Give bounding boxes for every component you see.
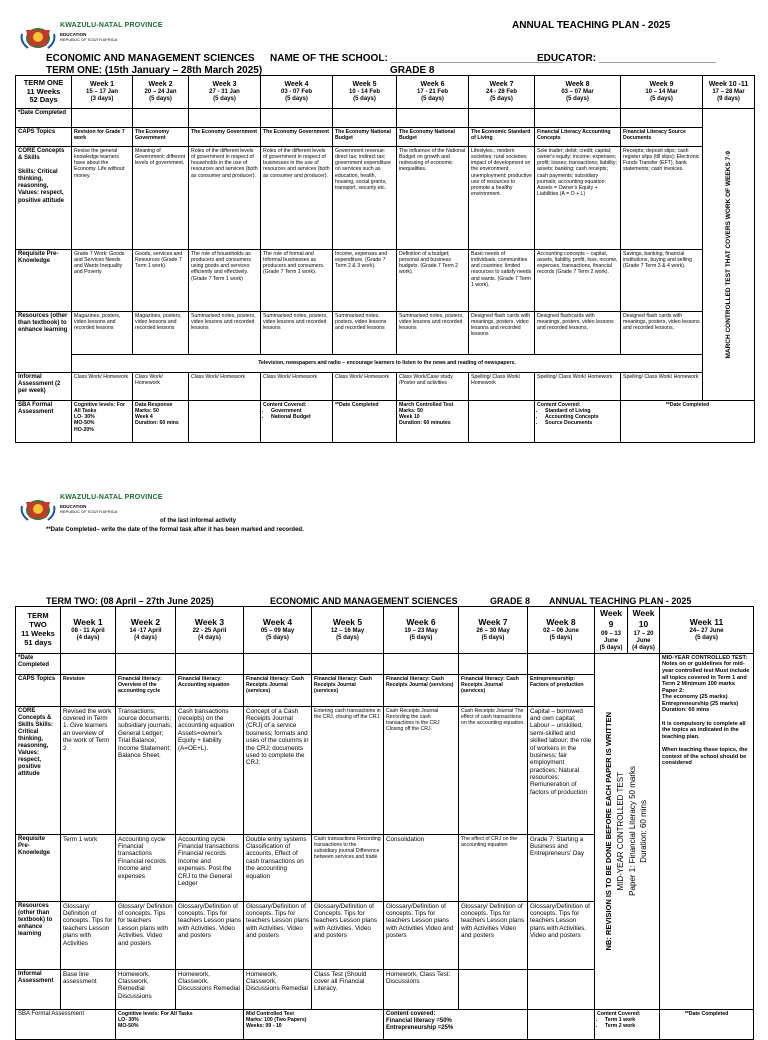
term1-topic: Financial Literacy Accounting Concepts: [535, 128, 621, 147]
term2-plan-table: [15, 606, 754, 1040]
term2-core: Entering cash transactions in the CRJ, closing off the CRJ.: [312, 706, 384, 834]
footnote-line-2: **Date Completed– write the date of the formal task after it has been marked and recorded.: [46, 527, 304, 533]
term2-sba-content-line: Entrepreneurship =25%: [386, 1024, 454, 1031]
term1-core: Government revenue: direct tax; indirect tax; government expenditure on services such as education, health, housing, social grants, transport, security etc.: [333, 147, 397, 250]
term2-prereq: Cash transactions Recording transactions to the subsidiary journal Difference between services and trade: [312, 834, 384, 901]
term2-vertical-note-1: NB: REVISION IS TO BE DONE BEFORE EACH PAPER IS WRITTEN: [604, 711, 614, 951]
term1-week-6: Week 6 17 - 21 Feb (5 days): [397, 76, 469, 109]
term1-topics-label: CAPS Topics: [16, 128, 72, 147]
term1-sba-content-2-title: Content Covered:: [537, 402, 581, 408]
term1-vertical-note: MARCH CONTROLLED TEST THAT COVERS WORK OF WEEKS 7-9: [724, 150, 732, 359]
term2-topic: Revision: [61, 674, 116, 706]
term2-vertical-note-4: Duration: 60 mins: [639, 799, 649, 863]
term1-week-2: Week 2 20 – 24 Jan (5 days): [133, 76, 189, 109]
term1-prereq: Goods, services and Resources (Grade 7 Term 1 work).: [133, 250, 189, 312]
term1-week-3: Week 3 27 - 31 Jan (5 days): [189, 76, 261, 109]
term1-sba-content-item: • Source Documents: [545, 420, 618, 426]
term2-resource: Glossary/ Definition of concepts. Tips for teachers Lesson plans with Activities. Video and posters: [116, 901, 176, 969]
term1-tv-note: Television, newspapers and radio – encourage learners to listen to the news and reading of newspapers.: [72, 355, 703, 373]
term2-sba-label: SBA Formal Assessment: [16, 1009, 116, 1039]
term1-week-1: Week 1 15 – 17 Jan (3 days): [72, 76, 133, 109]
logo-department: EDUCATION: [60, 504, 87, 509]
term2-week11-notes: MID-YEAR CONTROLLED TEST: Notes on or guidelines for mid-year controlled test Must include all topics covered in Term 1 and Term 2 Minimum 100 marks Paper 2: The economy (25 marks) Entrepreneurship (25 marks) Duration: 60 mins It is compulsory to complete all the topics as indicated in the teaching plan. When teaching these topics, the context of the school should be considered: [660, 653, 754, 1009]
term1-resource: Summarised notes, posters, video lessons and recorded lessons: [397, 312, 469, 355]
term2-topics-label: CAPS Topics: [16, 674, 61, 706]
term2-sba-row: [16, 1009, 754, 1039]
term1-week-9: Week 9 10 – 14 Mar (5 days): [621, 76, 703, 109]
term1-corner: TERM ONE 11 Weeks 52 Days: [16, 76, 72, 109]
term1-week-7: Week 7 24 - 28 Feb (5 days): [469, 76, 535, 109]
term1-date-row: [16, 109, 755, 128]
term1-sba-label: SBA Formal Assessment: [16, 401, 72, 443]
term1-prereq-label: Requisite Pre-Knowledge: [16, 250, 72, 312]
term2-topic: Financial literacy: Cash Receipts Journal (services): [459, 674, 528, 706]
term1-sba-data-response: Data Response Marks: 50 Week 4 Duration: 60 mins: [133, 401, 189, 443]
term1-week-header-row: [16, 76, 755, 109]
term1-sba-date-completed-2: **Date Completed: [621, 401, 755, 443]
term2-core: Cash Receipts Journal Recording the cash transactions in the CRJ Closing off the CRJ.: [384, 706, 459, 834]
term2-topic: Financial literacy: Cash Receipts Journal (services): [312, 674, 384, 706]
term1-plan-table: [15, 75, 755, 443]
term1-core: Receipts; deposit slips; cash register slips (till slips); Electronic Funds Transfer (EFT), bank statements; cash invoices.: [621, 147, 703, 250]
term1-sba-date-completed: **Date Completed: [333, 401, 397, 443]
grade-term1: GRADE 8: [390, 65, 435, 76]
plan-title-term2: ANNUAL TEACHING PLAN - 2025: [549, 596, 692, 606]
term1-topic: The Economy National Budget: [397, 128, 469, 147]
term1-core: Roles of the different levels of government in respect of households in the use of resources and services (both as consumer and producer).: [189, 147, 261, 250]
term2-sba-content-item: • Term 2 work: [605, 1023, 657, 1029]
term1-informal: Class Work/ Homework: [72, 373, 133, 401]
term1-core: Lifestyles.; modern societies; rural societies; impact of development on the environment; unemployment; productive use of resources to promote a healthy environment.: [469, 147, 535, 250]
term2-prereq: Double entry systems Classification of accounts, Effect of cash transactions on the accounting equation: [244, 834, 312, 901]
term1-informal: Class Work/ Homework: [261, 373, 333, 401]
term2-topic: Entrepreneurship: Factors of production: [528, 674, 595, 706]
term1-core: Roles of the different levels of government in respect of businesses in the use of resources and services (both as consumer and producer).: [261, 147, 333, 250]
logo-republic: REPUBLIC OF SOUTH AFRICA: [60, 36, 118, 42]
term2-core: Cash Receipts Journal The effect of cash transactions on the accounting equation.: [459, 706, 528, 834]
kzn-logo-2: [18, 494, 163, 524]
kzn-logo: [18, 22, 163, 52]
term2-week-5: Week 5 12 – 16 May (5 days): [312, 607, 384, 654]
term1-prereq: Basic needs of individuals, communities and countries; limited resources to satisfy needs and wants. (Grade 7 Term 1 work).: [469, 250, 535, 312]
term2-topic: Financial literacy: Accounting equation: [176, 674, 244, 706]
term1-sba-content-item: • National Budget: [271, 414, 330, 420]
term2-prereq-label: Requisite Pre-Knowledge: [16, 834, 61, 901]
term2-resources-label: Resources (other than textbook) to enhance learning: [16, 901, 61, 969]
term2-sba-date-completed: **Date Completed: [660, 1009, 754, 1039]
term1-resources-label: Resources (other than textbook) to enhance learning: [16, 312, 72, 373]
term1-date-label: *Date Completed: [16, 109, 72, 128]
subject-term2: ECONOMIC AND MANAGEMENT SCIENCES: [270, 596, 458, 606]
term1-prereq-row: [16, 250, 755, 312]
term2-week-11: Week 11 24– 27 June (5 days): [660, 607, 754, 654]
term1-informal: Class Work/ Homework: [189, 373, 261, 401]
term1-topic: The Economic Standard of Living: [469, 128, 535, 147]
term1-topics-row: [16, 128, 755, 147]
term2-week-header-row: [16, 607, 754, 654]
term2-informal: Class Test (Should cover all Financial Literacy.: [312, 969, 384, 1009]
kzn-crest-icon: [18, 494, 58, 524]
term1-resource: Designed flash cards with meanings, posters, video lessons and recorded lessons: [469, 312, 535, 355]
logo-republic: REPUBLIC OF SOUTH AFRICA: [60, 508, 118, 514]
term1-sba-content: [261, 401, 333, 443]
term2-week-10: Week 10 17 – 20 June (4 days): [628, 607, 660, 654]
term1-informal: Spelling/ Class Work/ Homework: [535, 373, 621, 401]
term2-prereq: Grade 7: Starting a Business and Entrepreneurs' Day: [528, 834, 595, 901]
logo-department: EDUCATION: [60, 32, 87, 37]
term1-week-5: Week 5 10 - 14 Feb (5 days): [333, 76, 397, 109]
term1-informal: Class Work/ Homework: [133, 373, 189, 401]
grade-term2: GRADE 8: [490, 596, 531, 606]
plan-title-term1: ANNUAL TEACHING PLAN - 2025: [512, 20, 671, 31]
term2-informal: Homework, Class Test: Discussions: [384, 969, 459, 1009]
term1-prereq: The role of formal and Informal businesses as producers and consumers. (Grade 7 Term 1 work).: [261, 250, 333, 312]
term2-dates: TERM TWO: (08 April – 27th June 2025): [46, 596, 214, 606]
term1-prereq: Income, expenses and expenditure. (Grade 7 Term 2 & 3 work).: [333, 250, 397, 312]
term1-topic: Revision for Grade 7 work: [72, 128, 133, 147]
term2-core-label: CORE Concepts & Skills Skills: Critical thinking, reasoning, Values: respect, positive attitude: [16, 706, 61, 834]
term1-topic: The Economy Government: [261, 128, 333, 147]
term2-date-row: [16, 653, 754, 674]
term2-prereq: Term 1 work: [61, 834, 116, 901]
term1-vertical-note-cell: [703, 109, 755, 401]
term1-resource: Magazines, posters, video lessons and recorded lessons: [133, 312, 189, 355]
term1-resource: Summarised notes, posters, video lessons and recorded lessons: [261, 312, 333, 355]
kzn-crest-icon: [18, 22, 58, 52]
term1-core: The influence of the National Budget on growth and redressing of economic inequalities.: [397, 147, 469, 250]
term2-core: Revised the work covered in Term 1. Give learners an overview of the work of Term 2: [61, 706, 116, 834]
term2-corner: TERM TWO 11 Weeks 51 days: [16, 607, 61, 654]
term1-sba-content-title: Content Covered:: [263, 402, 307, 408]
term2-informal: [459, 969, 528, 1009]
term2-informal: [528, 969, 595, 1009]
term1-resource: Designed flash cards with meanings, posters, video lessons and recorded lessons,: [621, 312, 703, 355]
term2-core: Capital – borrowed and own capital; Labour – unskilled, semi-skilled and skilled labour; the role of workers in the business; fair employment practices; Natural resources; Remuneration of factors of production: [528, 706, 595, 834]
term2-vertical-note-3: Paper 1: Financial Literacy 50 marks: [627, 766, 637, 897]
term1-topic: The Economy Government: [189, 128, 261, 147]
logo-province: KWAZULU-NATAL PROVINCE: [60, 22, 163, 29]
term1-topic: Financial Literacy Source Documents: [621, 128, 703, 147]
term1-informal-row: [16, 373, 755, 401]
term1-sba-cognitive: Cognitive levels: For All Tasks LO- 30% MO-50% HO-20%: [72, 401, 133, 443]
term1-informal: Spelling/ Class Work/ Homework: [621, 373, 703, 401]
term2-topic: Financial literacy: Cash Receipts Journal (services): [244, 674, 312, 706]
term2-vertical-notes-cell: [595, 653, 660, 1009]
term1-dates: TERM ONE: (15th January – 28th March 2025): [46, 65, 263, 76]
term1-core: Meaning of Government; different levels of government.: [133, 147, 189, 250]
term2-informal: Homework, Classwork, Remedial Discussions: [116, 969, 176, 1009]
term2-resource: Glossary/Definition of concepts. Tips for teachers Lesson plans with Activities. Video and posters: [176, 901, 244, 969]
term1-sba-march-test: March Controlled Test Marks: 50 Week 10 Duration: 60 minutes: [397, 401, 469, 443]
term2-prereq: Accounting cycle Financial transactions Financial records Income and expenses. Post the CRJ to the General Ledger: [176, 834, 244, 901]
term2-sba-content: [384, 1009, 528, 1039]
term2-informal: Homework, Classwork, Discussions Remedial: [244, 969, 312, 1009]
term1-sba-content-2: [535, 401, 621, 443]
term2-resource: Glossary/Definition of Concepts. Tips for teachers Lesson plans with Activities. Video and posters: [312, 901, 384, 969]
term2-core: Cash transactions (receipts) on the accounting equation Assets=owner's Equity + liability (A=OE+L).: [176, 706, 244, 834]
term1-resource: Designed flashcards with meanings, posters, video lessons and recorded lessons,: [535, 312, 621, 355]
term1-resource: Magazines, posters, video lessons and recorded lessons: [72, 312, 133, 355]
term2-resource: Glossary/Definition of concepts. Tips for teachers Lesson plans with Activities Video and posters: [384, 901, 459, 969]
term1-core: Sole trader; debit; credit; capital; owner's equity; income; expenses; profit; losses; transactions; liability; assets; banking; cash receipts; cash payments; subsidiary journals; accounting equation: Assets = Owner's Equity + Liabilities (A = O + L): [535, 147, 621, 250]
term2-week-1: Week 1 08 - 11 April (4 days): [61, 607, 116, 654]
term2-resource: Glossary/Definition of concepts. Tips for teachers Lesson plans with Activities. Video and posters: [244, 901, 312, 969]
term1-sba-content-item: • Accounting Concepts: [545, 414, 618, 420]
term2-informal: Homework, Classwork, Discussions Remedial: [176, 969, 244, 1009]
educator-label: EDUCATOR: _____________________: [537, 53, 716, 64]
term1-week-10-11: Week 10 -11 17 – 28 Mar (9 days): [703, 76, 755, 109]
subject-term1: ECONOMIC AND MANAGEMENT SCIENCES: [46, 53, 255, 64]
term1-informal: Class Work/Case study /Poster and activities: [397, 373, 469, 401]
term2-core: Transactions; source documents; subsidiary journals; General Ledger; Trial Balance; Income Statement; Balance Sheet.: [116, 706, 176, 834]
term2-prereq: The effect of CRJ on the accounting equation: [459, 834, 528, 901]
term2-sba-cognitive: Cognitive levels: For All Tasks LO- 30% MO-50%: [116, 1009, 244, 1039]
term2-week-6: Week 6 19 – 23 May (5 days): [384, 607, 459, 654]
logo-province: KWAZULU-NATAL PROVINCE: [60, 494, 163, 501]
term2-sba-mid-test: Mid Controlled Test Marks: 100 (Two Papers) Weeks: 09 - 10: [244, 1009, 384, 1039]
term2-topic: Financial literacy: Cash Receipts Journal (services): [384, 674, 459, 706]
term2-sba-content-2-title: Content Covered:: [597, 1010, 641, 1017]
term2-sba-content-line: Financial literacy =50%: [386, 1017, 452, 1024]
term2-resource: Glossary/Definition of concepts. Tips for teachers Lesson plans with Activities. Video and posters: [528, 901, 595, 969]
term2-informal: Base line assessment: [61, 969, 116, 1009]
school-name-label: NAME OF THE SCHOOL: _______________________________: [270, 53, 563, 64]
term2-sba-content-item: • Term 1 work: [605, 1017, 657, 1023]
term1-resources-row: [16, 312, 755, 355]
term1-sba-row: [16, 401, 755, 443]
term2-topic: Financial literacy: Overview of the accounting cycle: [116, 674, 176, 706]
term2-sba-content-2: [595, 1009, 660, 1039]
term1-prereq: The role of households as producers and consumers using goods and services efficiently and effectively. (Grade 7 Term 1 work): [189, 250, 261, 312]
term1-tv-row: [16, 355, 755, 373]
term2-resource: Glossary/ Definition of concepts. Tips for teachers Lesson plans with Activities: [61, 901, 116, 969]
term2-week-8: Week 8 02 – 06 June (5 days): [528, 607, 595, 654]
term2-week-4: Week 4 05 – 09 May (5 days): [244, 607, 312, 654]
footnote-line-1: of the last informal activity: [160, 518, 237, 524]
term2-vertical-note-2: MID-YEAR CONTROLLED TEST: [616, 771, 626, 891]
term1-sba-content-item: • Standard of Living: [545, 408, 618, 414]
term2-prereq: Accounting cycle Financial transactions Financial records Income and expenses: [116, 834, 176, 901]
term2-week-9: Week 9 09 – 13 June (5 days): [595, 607, 628, 654]
term1-week-4: Week 4 03 - 07 Feb (5 days): [261, 76, 333, 109]
term2-week-3: Week 3 22 - 25 April (4 days): [176, 607, 244, 654]
term1-prereq: Accounting concepts – capital, assets, liability, profit, loss, income, expenses, transactions, financial records (Grade 7 Term 2 work).: [535, 250, 621, 312]
term1-informal-label: Informal Assessment (2 per week): [16, 373, 72, 401]
term1-prereq: Definition of a budget; personal and business budgets. (Grade 7 Term 2 work).: [397, 250, 469, 312]
term1-core-label: CORE Concepts & Skills Skills: Critical thinking, reasoning, Values: respect, positive attitude: [16, 147, 72, 250]
term1-resource: Summarised notes, posters, video lessons and recorded lessons: [333, 312, 397, 355]
term1-core-row: [16, 147, 755, 250]
term2-date-label: *Date Completed: [16, 653, 61, 674]
term1-topic: The Economy Government: [133, 128, 189, 147]
term2-sba-content-title: Content covered:: [386, 1010, 436, 1017]
term2-resource: Glossary/ Definition of concepts. Tips for teachers Lesson plans with Activities Video and posters: [459, 901, 528, 969]
term2-week-2: Week 2 14 -17 April (4 days): [116, 607, 176, 654]
term2-prereq: Consolidation: [384, 834, 459, 901]
term2-week-7: Week 7 26 – 30 May (5 days): [459, 607, 528, 654]
term1-core: Revise the general knowledge learners have about the Economy. Life without money.: [72, 147, 133, 250]
term1-informal: Class Work/ Homework: [333, 373, 397, 401]
term2-core: Concept of a Cash Receipts Journal (CRJ) of a service business; formats and uses of the columns in the CRJ; documents used to complete the CRJ;: [244, 706, 312, 834]
term1-prereq: Grade 7 Work: Goods and Services Needs and Wants Inequality and Poverty: [72, 250, 133, 312]
term1-topic: The Economy National Budget: [333, 128, 397, 147]
term1-sba-content-item: • Government: [271, 408, 330, 414]
term1-informal: Spelling/ Class Work/ Homework: [469, 373, 535, 401]
term1-resource: Summarised notes, posters, video lessons and recorded lessons: [189, 312, 261, 355]
term2-informal-label: Informal Assessment: [16, 969, 61, 1009]
term1-week-8: Week 8 03 – 07 Mar (5 days): [535, 76, 621, 109]
term1-prereq: Savings, banking, financial institutions, buying and selling (Grade 7 Term 3 & 4 work).: [621, 250, 703, 312]
